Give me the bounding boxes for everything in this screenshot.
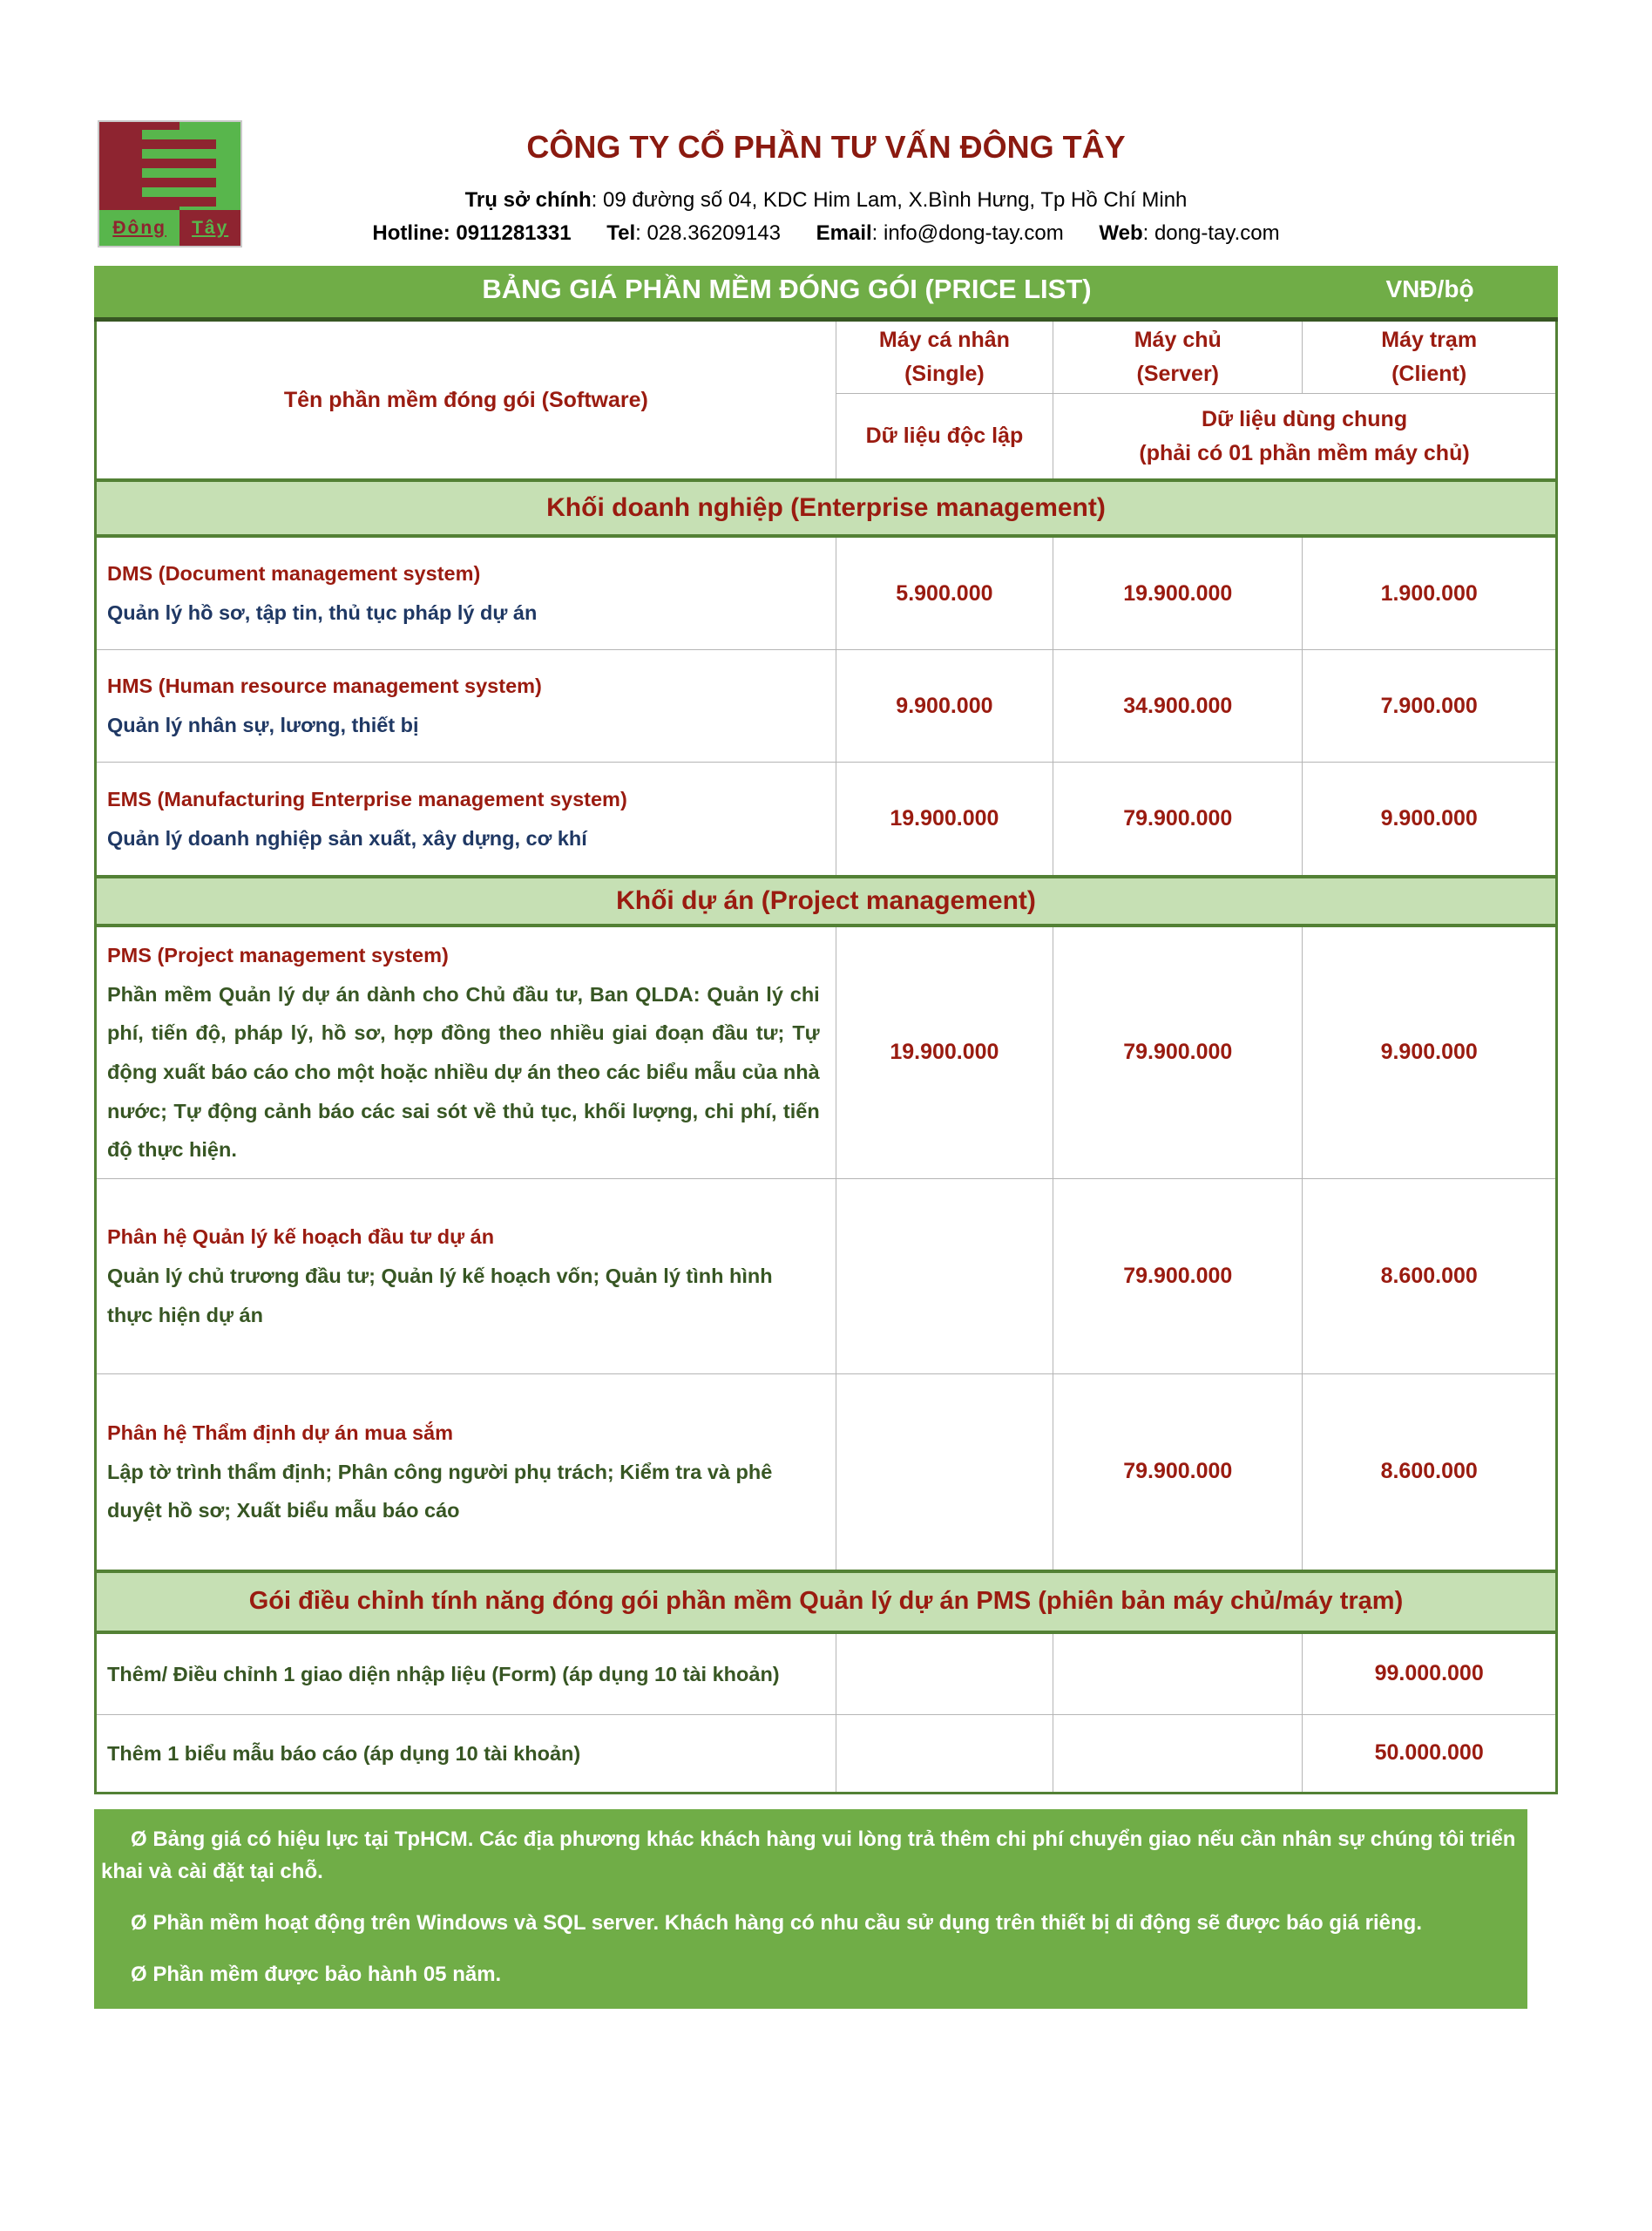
software-name: Phân hệ Quản lý kế hoạch đầu tư dự án [107, 1225, 495, 1249]
price-server: 79.900.000 [1053, 763, 1303, 875]
software-description: Quản lý hồ sơ, tập tin, thủ tục pháp lý dự án [107, 601, 538, 624]
price-client: 9.900.000 [1380, 1040, 1478, 1065]
column-header-independent-data: Dữ liệu độc lập [836, 393, 1053, 478]
price-client: 50.000.000 [1374, 1740, 1484, 1766]
software-name: Thêm/ Điều chỉnh 1 giao diện nhập liệu (Form) (áp dụng 10 tài khoản) [107, 1662, 780, 1685]
client-header-line2: (Client) [1391, 362, 1467, 386]
software-name-cell [97, 763, 836, 875]
software-name: PMS (Project management system) [107, 944, 449, 966]
software-name-cell [97, 538, 836, 649]
table-row-dms [97, 538, 1555, 650]
table-row-pms [97, 927, 1555, 1179]
table-row-add-report [97, 1715, 1555, 1792]
shared-data-line1: Dữ liệu dùng chung [1201, 406, 1408, 431]
price-server [1053, 1715, 1303, 1792]
price-client: 8.600.000 [1380, 1263, 1478, 1288]
price-server [1053, 1634, 1303, 1714]
price-client: 7.900.000 [1380, 693, 1478, 718]
shared-data-line2: (phải có 01 phần mềm máy chủ) [1139, 440, 1470, 465]
software-description: Quản lý chủ trương đầu tư; Quản lý kế hoạch vốn; Quản lý tình hình thực hiện dự án [107, 1265, 773, 1326]
price-client: 1.900.000 [1380, 580, 1478, 606]
web-label: Web [1099, 221, 1143, 245]
price-server: 19.900.000 [1053, 538, 1303, 649]
software-description: Lập tờ trình thẩm định; Phân công người phụ trách; Kiểm tra và phê duyệt hồ sơ; Xuất biểu mẫu báo cáo [107, 1460, 773, 1522]
software-name-cell [97, 927, 836, 1178]
price-single: 19.900.000 [836, 927, 1053, 1178]
software-name-cell [97, 1374, 836, 1570]
column-header-shared-data [1053, 393, 1555, 478]
software-name: Thêm 1 biểu mẫu báo cáo (áp dụng 10 tài khoản) [107, 1741, 581, 1765]
hotline: Hotline: 0911281331 [372, 221, 572, 245]
price-table [94, 322, 1558, 1794]
client-header-line1: Máy trạm [1381, 328, 1478, 353]
section-header-enterprise: Khối doanh nghiệp (Enterprise management) [97, 478, 1555, 538]
price-single: 9.900.000 [836, 650, 1053, 762]
software-name: DMS (Document management system) [107, 562, 481, 586]
table-row-hms [97, 650, 1555, 763]
server-header-line2: (Server) [1136, 362, 1219, 386]
software-name: Phân hệ Thẩm định dự án mua sắm [107, 1421, 453, 1444]
section-header-project: Khối dự án (Project management) [97, 875, 1555, 927]
address-value: : 09 đường số 04, KDC Him Lam, X.Bình Hưng, Tp Hồ Chí Minh [591, 188, 1188, 212]
footer-notes [94, 1809, 1527, 2009]
price-single: 19.900.000 [836, 763, 1053, 875]
column-header-server [1053, 322, 1303, 393]
company-name: CÔNG TY CỔ PHẦN TƯ VẤN ĐÔNG TÂY [526, 129, 1126, 165]
price-server: 79.900.000 [1053, 1179, 1303, 1373]
price-list-title-bar [94, 266, 1558, 322]
price-single [836, 1634, 1053, 1714]
table-row-investment-plan-module [97, 1179, 1555, 1374]
address-line [94, 188, 1558, 213]
column-header-client [1303, 322, 1555, 393]
price-client: 99.000.000 [1374, 1661, 1484, 1686]
software-description: Quản lý doanh nghiệp sản xuất, xây dựng, cơ khí [107, 826, 587, 850]
note-validity: Ø Bảng giá có hiệu lực tại TpHCM. Các địa phương khác khách hàng vui lòng trả thêm chi phí chuyển giao nếu cần nhân sự chúng tôi triển khai và cài đặt tại chỗ. [101, 1827, 1516, 1884]
software-name: HMS (Human resource management system) [107, 675, 542, 698]
contact-line [94, 221, 1558, 246]
price-server: 79.900.000 [1053, 927, 1303, 1178]
software-name-cell [97, 1715, 836, 1792]
column-header-single [836, 322, 1053, 393]
software-name: EMS (Manufacturing Enterprise management system) [107, 787, 627, 810]
price-list-body [94, 266, 1558, 2009]
server-header-line1: Máy chủ [1134, 328, 1222, 353]
company-header [94, 129, 1558, 246]
price-single [836, 1715, 1053, 1792]
single-header-line1: Máy cá nhân [878, 328, 1010, 353]
email-label: Email [816, 221, 872, 245]
currency-unit: VNĐ/bộ [1385, 275, 1474, 302]
tel-label: Tel [606, 221, 636, 245]
address-label: Trụ sở chính [464, 188, 592, 212]
web-value: : dong-tay.com [1142, 221, 1280, 245]
tel-value: : 028.36209143 [635, 221, 781, 245]
price-single: 5.900.000 [836, 538, 1053, 649]
software-description: Quản lý nhân sự, lương, thiết bị [107, 714, 419, 736]
note-warranty: Ø Phần mềm được bảo hành 05 năm. [131, 1963, 502, 1987]
software-name-cell [97, 650, 836, 762]
table-header [97, 322, 1555, 478]
section-header-pms-addons: Gói điều chỉnh tính năng đóng gói phần mềm Quản lý dự án PMS (phiên bản máy chủ/máy trạm) [97, 1570, 1555, 1634]
column-header-software: Tên phần mềm đóng gói (Software) [97, 322, 836, 478]
price-client: 8.600.000 [1380, 1459, 1478, 1484]
software-name-cell [97, 1634, 836, 1714]
logo-text-dong: Đông [99, 210, 179, 246]
table-row-appraisal-module [97, 1374, 1555, 1570]
single-header-line2: (Single) [904, 362, 985, 386]
price-client: 9.900.000 [1380, 806, 1478, 831]
price-server: 34.900.000 [1053, 650, 1303, 762]
price-single [836, 1374, 1053, 1570]
software-description: Phần mềm Quản lý dự án dành cho Chủ đầu tư, Ban QLDA: Quản lý chi phí, tiến độ, pháp lý, hồ sơ, hợp đồng theo nhiều giai đoạn đầu tư; Tự động xuất báo cáo cho một hoặc nhiều dự án theo các biểu mẫu của nhà nước; Tự động cảnh báo các sai sót về thủ tục, khối lượng, chi phí, tiến độ thực hiện. [107, 982, 820, 1162]
table-row-ems [97, 763, 1555, 875]
note-platform: Ø Phần mềm hoạt động trên Windows và SQL server. Khách hàng có nhu cầu sử dụng trên thiết bị di động sẽ được báo giá riêng. [131, 1911, 1423, 1936]
price-server: 79.900.000 [1053, 1374, 1303, 1570]
email-value: : info@dong-tay.com [871, 221, 1064, 245]
table-row-add-form [97, 1634, 1555, 1715]
logo-text-tay: Tây [179, 210, 240, 246]
price-list-title: BẢNG GIÁ PHẦN MỀM ĐÓNG GÓI (PRICE LIST) [482, 274, 1092, 304]
price-single [836, 1179, 1053, 1373]
software-name-cell [97, 1179, 836, 1373]
